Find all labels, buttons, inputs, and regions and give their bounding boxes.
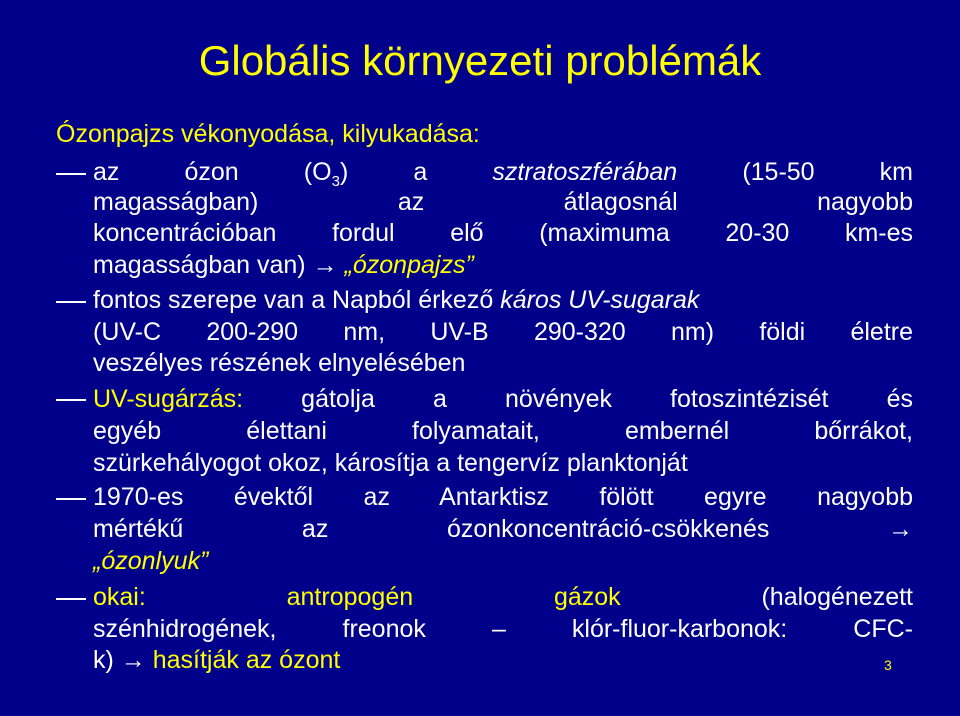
right-arrow-icon: → xyxy=(120,646,146,674)
bullet-dash xyxy=(56,301,86,303)
subscript-3: 3 xyxy=(331,173,340,190)
bullet-line: egyéb élettani folyamatait, embernél bőrrákot, xyxy=(93,417,913,445)
bullet-line xyxy=(93,157,914,190)
text-span: ) a xyxy=(339,158,428,186)
bullet-line xyxy=(93,285,913,315)
text-span: mértékű az ózonkoncentráció-csökkenés xyxy=(93,515,770,543)
text-italic: sztratoszférában xyxy=(492,158,678,186)
bullet-line: 1970-es évektől az Antarktisz fölött egyre nagyobb xyxy=(93,483,913,511)
text-highlight: antropogén xyxy=(286,583,414,611)
bullet-dash xyxy=(56,399,86,401)
page-number: 3 xyxy=(884,657,892,673)
bullet-line: veszélyes részének elnyelésében xyxy=(93,349,466,377)
text-highlight: okai: xyxy=(93,583,146,611)
bullet-line: szürkehályogot okoz, károsítja a tengervíz planktonját xyxy=(93,449,688,477)
text-highlight: „ózonlyuk” xyxy=(93,547,209,575)
bullet-line xyxy=(93,250,913,280)
bullet-line: (UV-C 200-290 nm, UV-B 290-320 nm) földi életre xyxy=(93,318,913,346)
bullet-dash xyxy=(56,173,86,175)
text-highlight: gázok xyxy=(553,583,621,611)
bullet-line: magasságban) az átlagosnál nagyobb xyxy=(93,188,913,216)
bullet-line xyxy=(93,546,913,576)
bullet-line xyxy=(93,384,913,414)
bullet-dash xyxy=(56,498,86,500)
text-highlight: UV-sugárzás: xyxy=(93,385,244,413)
right-arrow-icon: → xyxy=(887,515,913,543)
bullet-dash xyxy=(56,598,86,600)
text-span: gátolja a növények fotoszintézisét és xyxy=(301,385,913,413)
text-span: magasságban van) xyxy=(93,251,306,279)
bullet-line: szénhidrogének, freonok – klór-fluor-karbonok: CFC- xyxy=(93,615,913,643)
bullet-line xyxy=(93,582,913,612)
text-highlight: „ózonpajzs” xyxy=(344,251,474,279)
slide-subtitle: Ózonpajzs vékonyodása, kilyukadása: xyxy=(56,120,480,148)
text-span: az ózon (O xyxy=(93,158,332,186)
text-span: (halogénezett xyxy=(761,583,913,611)
slide-title: Globális környezeti problémák xyxy=(198,37,762,84)
text-highlight: hasítják az ózont xyxy=(152,646,341,674)
right-arrow-icon: → xyxy=(312,251,338,279)
text-italic: káros UV-sugarak xyxy=(500,286,700,314)
bullet-line xyxy=(93,514,913,544)
bullet-line xyxy=(93,645,913,675)
text-span: k) xyxy=(93,646,114,674)
bullet-line: koncentrációban fordul elő (maximuma 20-30 km-es xyxy=(93,219,913,247)
text-span: fontos szerepe van a Napból érkező xyxy=(93,286,494,314)
text-span: (15-50 km xyxy=(742,158,914,186)
